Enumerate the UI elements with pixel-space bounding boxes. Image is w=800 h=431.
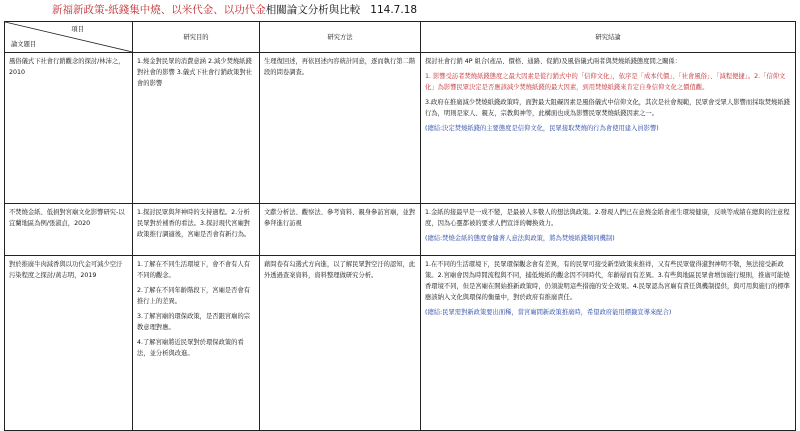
header-corner-cell xyxy=(5,22,133,53)
paper-title-cell: 風俗儀式下社會行銷觀念的探討/林沛之，2010 xyxy=(5,53,133,204)
title-date: 114.7.18 xyxy=(370,4,418,16)
purpose-item: 3.了解宮廟的環保政策，是否跟宮廟的宗教意理對應。 xyxy=(137,313,251,331)
conclusion-summary: (總結:民眾需對新政策要出面稀，當宮廟間新政策推廣時，希望政府能用標籤宣導來配合) xyxy=(425,309,672,316)
method-cell: 文獻分析法、觀察法、參考資料、親身參訪宮廟，並對參拜進行訪視 xyxy=(260,204,421,256)
purpose-item: 1.了解在不同生活環境下，會不會有人有不同的觀念。 xyxy=(137,261,251,279)
conclusion-body: 1.在不同的生活環境下，民眾環保觀念會有差異，有的民眾可接受新型政策來推祥，又有些民眾覺得還對神明不敬，無法接受新政策。2.宮廟會因為時間流程與不同，捕低燒紙的觀念因不同時代，年齡層而有差異。3.有些與地區民眾會增加施行規則，推廣可能燒香環境不同，但是宮廟在開始推新政策時，仍須說明這些措施的安全效果。4.民眾認為宮廟有責任與機制提供，與可用與施行的標準應該納入文化與環保的衡量中，對於政府有推廣責任。 xyxy=(425,261,790,301)
conclusion-intro: 探討社會行銷 4P 組合(產品、價格、通路、促銷)及風俗儀式兩者與焚燒紙錢態度間之關係： xyxy=(425,58,682,65)
conclusion-summary: (總結:焚燒金紙的態度會隨著人意法與政策，將為焚燒紙錢類同機制) xyxy=(425,235,615,242)
purpose-cell: 1.燒金對民眾的消費意涵 2.減少焚燒紙錢對社會的影響 3.儀式下社會行銷政策對社會的影響 xyxy=(133,53,260,204)
paper-title-cell: 對於推廣牛肉減香與以功代金可減少空汙污染程度之探討/黃志明，2019 xyxy=(5,256,133,431)
table-row xyxy=(5,53,796,204)
table-row xyxy=(5,204,796,256)
header-purpose: 研究目的 xyxy=(133,22,260,53)
purpose-item: 4.了解宮廟將近民眾對於環保政策的看法，並分析與改進。 xyxy=(137,339,244,357)
comparison-table xyxy=(4,21,796,431)
conclusion-cell xyxy=(421,256,796,431)
conclusion-body: 1.金紙的接最早是一成不變，是最被人多數人的想法與政策。2.發現人們已在意燒金紙會產生環境健康，反映等成績在總與的注意程度，因為心靈都被的要求人們宣洋的轉換效力。 xyxy=(425,209,790,227)
method-cell: 藉問卷有勾選式方向進，以了解民眾對空汙的認知，此外透過查案資料，資料整理做研究分析。 xyxy=(260,256,421,431)
purpose-cell: 1.探討民眾與拜神時的支持過程。2.分析民眾對於補香的看法。3.探討現代宮廟對政策推行調適後，宮廟是否會有新行為。 xyxy=(133,204,260,256)
conclusion-cell xyxy=(421,53,796,204)
title-subject: 相關論文分析與比較 xyxy=(265,4,361,16)
header-corner-paper-label: 論文題目 xyxy=(11,41,37,48)
table-row xyxy=(5,256,796,431)
conclusion-summary: (總結:決定焚燒紙錢的主要態度是信仰文化，民眾接取焚燒的行為會使用建入員影響) xyxy=(425,125,659,132)
title-policy-name: 新福新政策-紙錢集中燒、以米代金、以功代金 xyxy=(52,4,266,16)
header-corner-item-label: 項目 xyxy=(71,26,84,33)
purpose-cell xyxy=(133,256,260,431)
conclusion-cell xyxy=(421,204,796,256)
purpose-item: 2.了解在不同年齡階段下，宮廟是否會有推行上的差異。 xyxy=(137,287,251,305)
header-method: 研究方法 xyxy=(260,22,421,53)
conclusion-highlight: 1. 影響受訪者焚燒紙錢態度之最大因素是從行銷式中的「信仰文化」，依序是「成本代價」、「社會風俗」、「減程便捷」。2.「信仰文化」為影響民眾決定是否應該減少焚燒紙錢的最大因素，到用焚燒紙錢來肯定自身信仰文化之價值觀。 xyxy=(425,73,786,91)
method-cell: 生理復回述，再依回述內容統計同意，逐而執行第二階段的問卷調查。 xyxy=(260,53,421,204)
conclusion-body: 3.政府在推廣減少焚燒紙錢政策時，面對最大阻礙因素是風俗儀式中信仰文化，其次是社會規範，民眾會受眾人影響而採取焚燒紙錢行為，明則是家人、親友，宗教與神等，此構面也成為影響民眾焚燒紙錢因素之一。 xyxy=(425,99,790,117)
paper-title-cell: 不焚燒金紙、低捐對宮廟文化影響研究-以宜蘭地區為例/張淑貞，2020 xyxy=(5,204,133,256)
document-title xyxy=(0,0,800,20)
table-header-row xyxy=(5,22,796,53)
header-conclusion: 研究結論 xyxy=(421,22,796,53)
